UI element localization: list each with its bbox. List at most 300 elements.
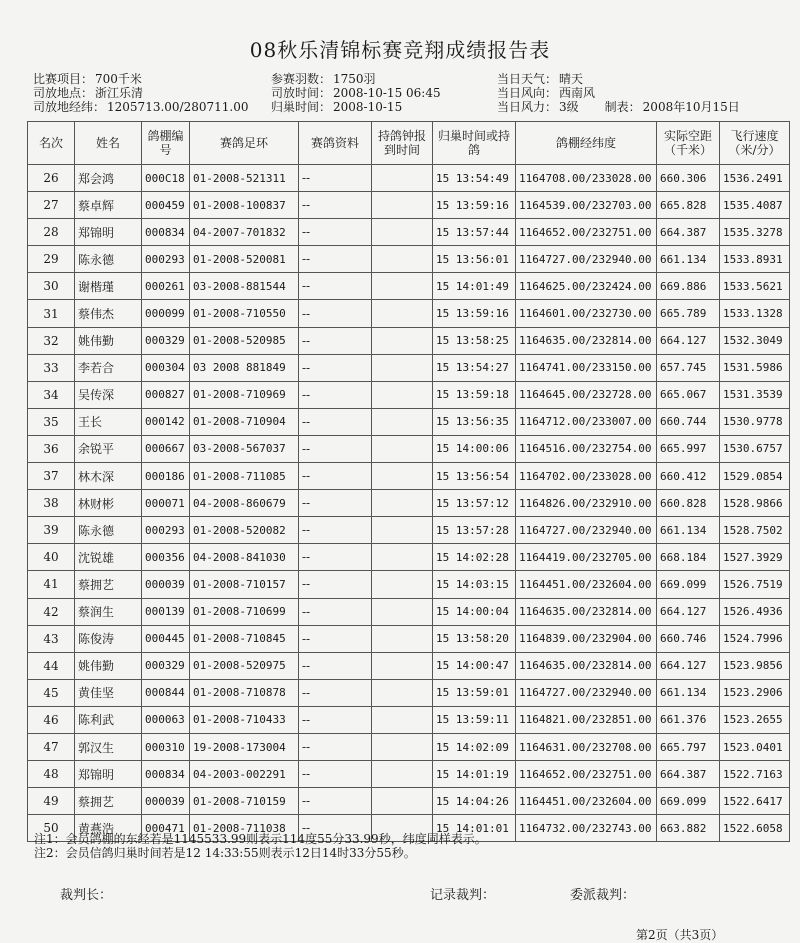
cell-loft: 000293	[142, 517, 190, 544]
info-line	[271, 86, 441, 100]
cell-speed: 1529.0854	[720, 463, 790, 490]
cell-time: 15 14:00:04	[433, 598, 516, 625]
cell-clock	[372, 625, 433, 652]
column-header: 飞行速度（米/分）	[720, 122, 790, 165]
cell-rank: 34	[28, 381, 75, 408]
cell-data: --	[299, 544, 372, 571]
cell-clock	[372, 788, 433, 815]
cell-speed: 1523.9856	[720, 652, 790, 679]
cell-rank: 27	[28, 192, 75, 219]
table-row	[28, 327, 790, 354]
cell-data: --	[299, 246, 372, 273]
info-value: 2008-10-15	[333, 100, 403, 114]
cell-time: 15 14:04:26	[433, 788, 516, 815]
cell-loft: 000844	[142, 679, 190, 706]
cell-dist: 665.828	[657, 192, 720, 219]
cell-dist: 664.387	[657, 761, 720, 788]
cell-dist: 660.744	[657, 408, 720, 435]
cell-data: --	[299, 706, 372, 733]
cell-name: 吴传深	[75, 381, 142, 408]
info-value: 浙江乐清	[95, 86, 144, 100]
cell-name: 谢楷瑾	[75, 273, 142, 300]
cell-time: 15 13:57:12	[433, 490, 516, 517]
info-line	[497, 100, 740, 114]
cell-clock	[372, 544, 433, 571]
cell-speed: 1533.5621	[720, 273, 790, 300]
table-body	[28, 165, 790, 842]
cell-dist: 661.376	[657, 706, 720, 733]
notes	[34, 832, 487, 860]
cell-rank: 32	[28, 327, 75, 354]
column-header: 姓名	[75, 122, 142, 165]
cell-dist: 669.099	[657, 788, 720, 815]
column-header: 鸽棚经纬度	[516, 122, 657, 165]
cell-dist: 661.134	[657, 679, 720, 706]
table-row	[28, 273, 790, 300]
cell-ring: 01-2008-710699	[190, 598, 299, 625]
table-row	[28, 679, 790, 706]
cell-time: 15 13:56:01	[433, 246, 516, 273]
cell-clock	[372, 381, 433, 408]
info-value: 3级	[559, 100, 579, 114]
cell-speed: 1530.9778	[720, 408, 790, 435]
info-line	[271, 72, 441, 86]
table-header-row	[28, 122, 790, 165]
cell-dist: 669.099	[657, 571, 720, 598]
cell-rank: 40	[28, 544, 75, 571]
cell-data: --	[299, 517, 372, 544]
cell-name: 蔡拥艺	[75, 788, 142, 815]
cell-clock	[372, 273, 433, 300]
cell-coord: 1164635.00/232814.00	[516, 598, 657, 625]
cell-speed: 1532.3049	[720, 327, 790, 354]
table-row	[28, 706, 790, 733]
cell-speed: 1523.0401	[720, 733, 790, 760]
cell-ring: 04-2003-002291	[190, 761, 299, 788]
cell-rank: 50	[28, 815, 75, 842]
cell-name: 陈永德	[75, 517, 142, 544]
info-line	[33, 100, 248, 114]
column-header: 持鸽钟报到时间	[372, 122, 433, 165]
cell-name: 陈永德	[75, 246, 142, 273]
info-key: 司放地点：	[33, 86, 94, 100]
cell-ring: 01-2008-710157	[190, 571, 299, 598]
cell-time: 15 13:57:28	[433, 517, 516, 544]
info-key: 司放时间：	[271, 86, 332, 100]
cell-speed: 1522.7163	[720, 761, 790, 788]
cell-rank: 33	[28, 354, 75, 381]
table-row	[28, 544, 790, 571]
cell-speed: 1527.3929	[720, 544, 790, 571]
cell-ring: 01-2008-710550	[190, 300, 299, 327]
cell-ring: 01-2008-710969	[190, 381, 299, 408]
cell-loft: 000356	[142, 544, 190, 571]
cell-speed: 1528.7502	[720, 517, 790, 544]
cell-coord: 1164451.00/232604.00	[516, 571, 657, 598]
cell-loft: 000039	[142, 788, 190, 815]
cell-rank: 43	[28, 625, 75, 652]
cell-loft: 000329	[142, 327, 190, 354]
page-indicator: 第2页（共3页）	[636, 928, 724, 942]
cell-rank: 28	[28, 219, 75, 246]
table-row	[28, 761, 790, 788]
info-value: 700千米	[95, 72, 142, 86]
cell-ring: 01-2008-711085	[190, 463, 299, 490]
cell-ring: 01-2008-710845	[190, 625, 299, 652]
cell-time: 15 13:59:16	[433, 192, 516, 219]
cell-name: 郑锦明	[75, 761, 142, 788]
cell-name: 黄燕浩	[75, 815, 142, 842]
cell-ring: 01-2008-710433	[190, 706, 299, 733]
cell-speed: 1533.8931	[720, 246, 790, 273]
cell-rank: 26	[28, 165, 75, 192]
table-row	[28, 435, 790, 462]
info-line	[33, 86, 248, 100]
cell-dist: 665.797	[657, 733, 720, 760]
cell-dist: 661.134	[657, 517, 720, 544]
info-key: 比赛项目：	[33, 72, 94, 86]
cell-speed: 1524.7996	[720, 625, 790, 652]
cell-data: --	[299, 625, 372, 652]
cell-loft: 000667	[142, 435, 190, 462]
cell-dist: 665.997	[657, 435, 720, 462]
cell-name: 郑锦明	[75, 219, 142, 246]
cell-loft: 000142	[142, 408, 190, 435]
cell-coord: 1164727.00/232940.00	[516, 517, 657, 544]
cell-rank: 38	[28, 490, 75, 517]
cell-time: 15 14:01:49	[433, 273, 516, 300]
cell-rank: 39	[28, 517, 75, 544]
cell-clock	[372, 679, 433, 706]
cell-loft: 000329	[142, 652, 190, 679]
cell-name: 陈俊涛	[75, 625, 142, 652]
info-line	[497, 72, 740, 86]
cell-rank: 45	[28, 679, 75, 706]
cell-rank: 29	[28, 246, 75, 273]
column-header: 实际空距（千米）	[657, 122, 720, 165]
cell-loft: 000071	[142, 490, 190, 517]
info-right	[497, 72, 740, 114]
cell-loft: 000293	[142, 246, 190, 273]
cell-clock	[372, 598, 433, 625]
cell-name: 黄佳坚	[75, 679, 142, 706]
cell-clock	[372, 165, 433, 192]
cell-coord: 1164601.00/232730.00	[516, 300, 657, 327]
cell-coord: 1164741.00/233150.00	[516, 354, 657, 381]
cell-speed: 1526.4936	[720, 598, 790, 625]
cell-loft: 000063	[142, 706, 190, 733]
cell-time: 15 14:02:09	[433, 733, 516, 760]
cell-ring: 03 2008 881849	[190, 354, 299, 381]
cell-clock	[372, 490, 433, 517]
cell-time: 15 14:03:15	[433, 571, 516, 598]
cell-coord: 1164451.00/232604.00	[516, 788, 657, 815]
cell-name: 沈锐雄	[75, 544, 142, 571]
cell-name: 余锐平	[75, 435, 142, 462]
info-value: 西南风	[559, 86, 596, 100]
cell-ring: 03-2008-881544	[190, 273, 299, 300]
cell-dist: 664.127	[657, 652, 720, 679]
table-row	[28, 408, 790, 435]
cell-time: 15 13:58:25	[433, 327, 516, 354]
cell-speed: 1526.7519	[720, 571, 790, 598]
cell-rank: 31	[28, 300, 75, 327]
cell-data: --	[299, 761, 372, 788]
cell-ring: 01-2008-520975	[190, 652, 299, 679]
info-key: 当日天气：	[497, 72, 558, 86]
cell-name: 姚伟勤	[75, 327, 142, 354]
cell-dist: 661.134	[657, 246, 720, 273]
cell-loft: 000827	[142, 381, 190, 408]
table-row	[28, 219, 790, 246]
table-row	[28, 517, 790, 544]
cell-time: 15 13:56:35	[433, 408, 516, 435]
cell-time: 15 14:00:47	[433, 652, 516, 679]
cell-coord: 1164727.00/232940.00	[516, 246, 657, 273]
cell-speed: 1522.6417	[720, 788, 790, 815]
cell-data: --	[299, 815, 372, 842]
cell-time: 15 13:57:44	[433, 219, 516, 246]
cell-coord: 1164821.00/232851.00	[516, 706, 657, 733]
cell-rank: 46	[28, 706, 75, 733]
info-value: 1205713.00/280711.00	[107, 100, 249, 114]
cell-speed: 1531.5986	[720, 354, 790, 381]
cell-speed: 1535.3278	[720, 219, 790, 246]
table-row	[28, 192, 790, 219]
cell-coord: 1164826.00/232910.00	[516, 490, 657, 517]
cell-dist: 660.412	[657, 463, 720, 490]
cell-time: 15 13:59:18	[433, 381, 516, 408]
info-key: 制表：	[604, 100, 641, 114]
cell-clock	[372, 571, 433, 598]
cell-time: 15 13:59:01	[433, 679, 516, 706]
cell-coord: 1164652.00/232751.00	[516, 761, 657, 788]
cell-clock	[372, 733, 433, 760]
cell-time: 15 13:59:16	[433, 300, 516, 327]
cell-coord: 1164732.00/232743.00	[516, 815, 657, 842]
info-left	[33, 72, 248, 114]
cell-rank: 47	[28, 733, 75, 760]
cell-data: --	[299, 327, 372, 354]
cell-name: 蔡伟杰	[75, 300, 142, 327]
cell-loft: 000310	[142, 733, 190, 760]
cell-clock	[372, 246, 433, 273]
cell-loft: 000445	[142, 625, 190, 652]
note-1: 注1：会员鸽棚的东经若是1145533.99则表示114度55分33.99秒，纬度同样表示。	[34, 832, 487, 846]
cell-ring: 01-2008-520081	[190, 246, 299, 273]
cell-data: --	[299, 463, 372, 490]
cell-data: --	[299, 165, 372, 192]
cell-coord: 1164645.00/232728.00	[516, 381, 657, 408]
assigned-referee-label: 委派裁判：	[570, 888, 636, 903]
info-value: 2008-10-15 06:45	[333, 86, 441, 100]
cell-coord: 1164625.00/232424.00	[516, 273, 657, 300]
cell-time: 15 14:01:01	[433, 815, 516, 842]
cell-name: 蔡卓辉	[75, 192, 142, 219]
cell-speed: 1531.3539	[720, 381, 790, 408]
cell-loft: 000471	[142, 815, 190, 842]
cell-coord: 1164516.00/232754.00	[516, 435, 657, 462]
cell-dist: 657.745	[657, 354, 720, 381]
cell-ring: 19-2008-173004	[190, 733, 299, 760]
cell-name: 林木深	[75, 463, 142, 490]
cell-dist: 660.828	[657, 490, 720, 517]
cell-clock	[372, 327, 433, 354]
cell-time: 15 13:54:49	[433, 165, 516, 192]
cell-loft: 000459	[142, 192, 190, 219]
cell-clock	[372, 354, 433, 381]
cell-dist: 664.387	[657, 219, 720, 246]
info-value: 2008年10月15日	[642, 100, 740, 114]
cell-name: 李若合	[75, 354, 142, 381]
cell-speed: 1523.2655	[720, 706, 790, 733]
cell-speed: 1536.2491	[720, 165, 790, 192]
cell-ring: 01-2008-710159	[190, 788, 299, 815]
cell-time: 15 13:56:54	[433, 463, 516, 490]
cell-data: --	[299, 788, 372, 815]
info-line	[271, 100, 441, 114]
table-row	[28, 733, 790, 760]
chief-referee-label: 裁判长：	[60, 888, 113, 903]
cell-name: 蔡拥艺	[75, 571, 142, 598]
cell-dist: 665.067	[657, 381, 720, 408]
table-row	[28, 354, 790, 381]
table-row	[28, 490, 790, 517]
info-key: 司放地经纬：	[33, 100, 106, 114]
cell-clock	[372, 761, 433, 788]
cell-coord: 1164708.00/233028.00	[516, 165, 657, 192]
cell-ring: 01-2008-521311	[190, 165, 299, 192]
cell-dist: 668.184	[657, 544, 720, 571]
cell-clock	[372, 219, 433, 246]
cell-loft: 000099	[142, 300, 190, 327]
cell-ring: 01-2008-710878	[190, 679, 299, 706]
cell-speed: 1533.1328	[720, 300, 790, 327]
cell-time: 15 13:54:27	[433, 354, 516, 381]
results-table	[27, 121, 790, 842]
cell-data: --	[299, 192, 372, 219]
cell-name: 郑会鸿	[75, 165, 142, 192]
cell-clock	[372, 706, 433, 733]
table-row	[28, 246, 790, 273]
cell-loft: 000186	[142, 463, 190, 490]
cell-data: --	[299, 354, 372, 381]
column-header: 赛鸽足环	[190, 122, 299, 165]
column-header: 名次	[28, 122, 75, 165]
cell-loft: 000C18	[142, 165, 190, 192]
info-key: 当日风力：	[497, 100, 558, 114]
table-row	[28, 381, 790, 408]
cell-ring: 01-2008-520985	[190, 327, 299, 354]
cell-speed: 1522.6058	[720, 815, 790, 842]
cell-dist: 664.127	[657, 327, 720, 354]
cell-dist: 664.127	[657, 598, 720, 625]
column-header: 赛鸽资料	[299, 122, 372, 165]
table-row	[28, 625, 790, 652]
cell-loft: 000834	[142, 761, 190, 788]
table-row	[28, 300, 790, 327]
cell-clock	[372, 463, 433, 490]
cell-coord: 1164539.00/232703.00	[516, 192, 657, 219]
cell-data: --	[299, 598, 372, 625]
cell-speed: 1535.4087	[720, 192, 790, 219]
note-2: 注2：会员信鸽归巢时间若是12 14:33:55则表示12日14时33分55秒。	[34, 846, 416, 860]
cell-data: --	[299, 733, 372, 760]
cell-ring: 04-2007-701832	[190, 219, 299, 246]
cell-rank: 30	[28, 273, 75, 300]
cell-time: 15 13:59:11	[433, 706, 516, 733]
cell-ring: 03-2008-567037	[190, 435, 299, 462]
column-header: 归巢时间或持鸽	[433, 122, 516, 165]
cell-data: --	[299, 679, 372, 706]
cell-loft: 000834	[142, 219, 190, 246]
cell-rank: 35	[28, 408, 75, 435]
cell-speed: 1528.9866	[720, 490, 790, 517]
cell-coord: 1164652.00/232751.00	[516, 219, 657, 246]
cell-clock	[372, 192, 433, 219]
cell-dist: 669.886	[657, 273, 720, 300]
info-middle	[271, 72, 441, 114]
cell-ring: 01-2008-520082	[190, 517, 299, 544]
cell-name: 姚伟勤	[75, 652, 142, 679]
info-line	[497, 86, 740, 100]
cell-ring: 01-2008-710904	[190, 408, 299, 435]
cell-clock	[372, 435, 433, 462]
info-value: 晴天	[559, 72, 584, 86]
cell-time: 15 13:58:20	[433, 625, 516, 652]
cell-name: 林财彬	[75, 490, 142, 517]
cell-data: --	[299, 273, 372, 300]
cell-data: --	[299, 381, 372, 408]
cell-coord: 1164712.00/233007.00	[516, 408, 657, 435]
cell-clock	[372, 652, 433, 679]
cell-data: --	[299, 435, 372, 462]
table-row	[28, 571, 790, 598]
info-key: 归巢时间：	[271, 100, 332, 114]
cell-clock	[372, 517, 433, 544]
cell-dist: 660.306	[657, 165, 720, 192]
cell-ring: 01-2008-100837	[190, 192, 299, 219]
cell-loft: 000261	[142, 273, 190, 300]
cell-data: --	[299, 300, 372, 327]
cell-coord: 1164702.00/233028.00	[516, 463, 657, 490]
cell-name: 王长	[75, 408, 142, 435]
cell-loft: 000304	[142, 354, 190, 381]
cell-coord: 1164635.00/232814.00	[516, 652, 657, 679]
cell-clock	[372, 408, 433, 435]
info-value: 1750羽	[333, 72, 376, 86]
cell-data: --	[299, 571, 372, 598]
cell-name: 陈利武	[75, 706, 142, 733]
cell-loft: 000039	[142, 571, 190, 598]
cell-dist: 660.746	[657, 625, 720, 652]
record-referee-label: 记录裁判：	[430, 888, 496, 903]
cell-clock	[372, 300, 433, 327]
cell-ring: 04-2008-860679	[190, 490, 299, 517]
cell-rank: 42	[28, 598, 75, 625]
table-row	[28, 598, 790, 625]
cell-data: --	[299, 490, 372, 517]
report-title: 08秋乐清锦标赛竞翔成绩报告表	[249, 38, 551, 62]
cell-coord: 1164839.00/232904.00	[516, 625, 657, 652]
cell-coord: 1164631.00/232708.00	[516, 733, 657, 760]
cell-rank: 44	[28, 652, 75, 679]
cell-rank: 36	[28, 435, 75, 462]
cell-ring: 01-2008-711038	[190, 815, 299, 842]
table-row	[28, 463, 790, 490]
table-row	[28, 165, 790, 192]
info-key: 参赛羽数：	[271, 72, 332, 86]
